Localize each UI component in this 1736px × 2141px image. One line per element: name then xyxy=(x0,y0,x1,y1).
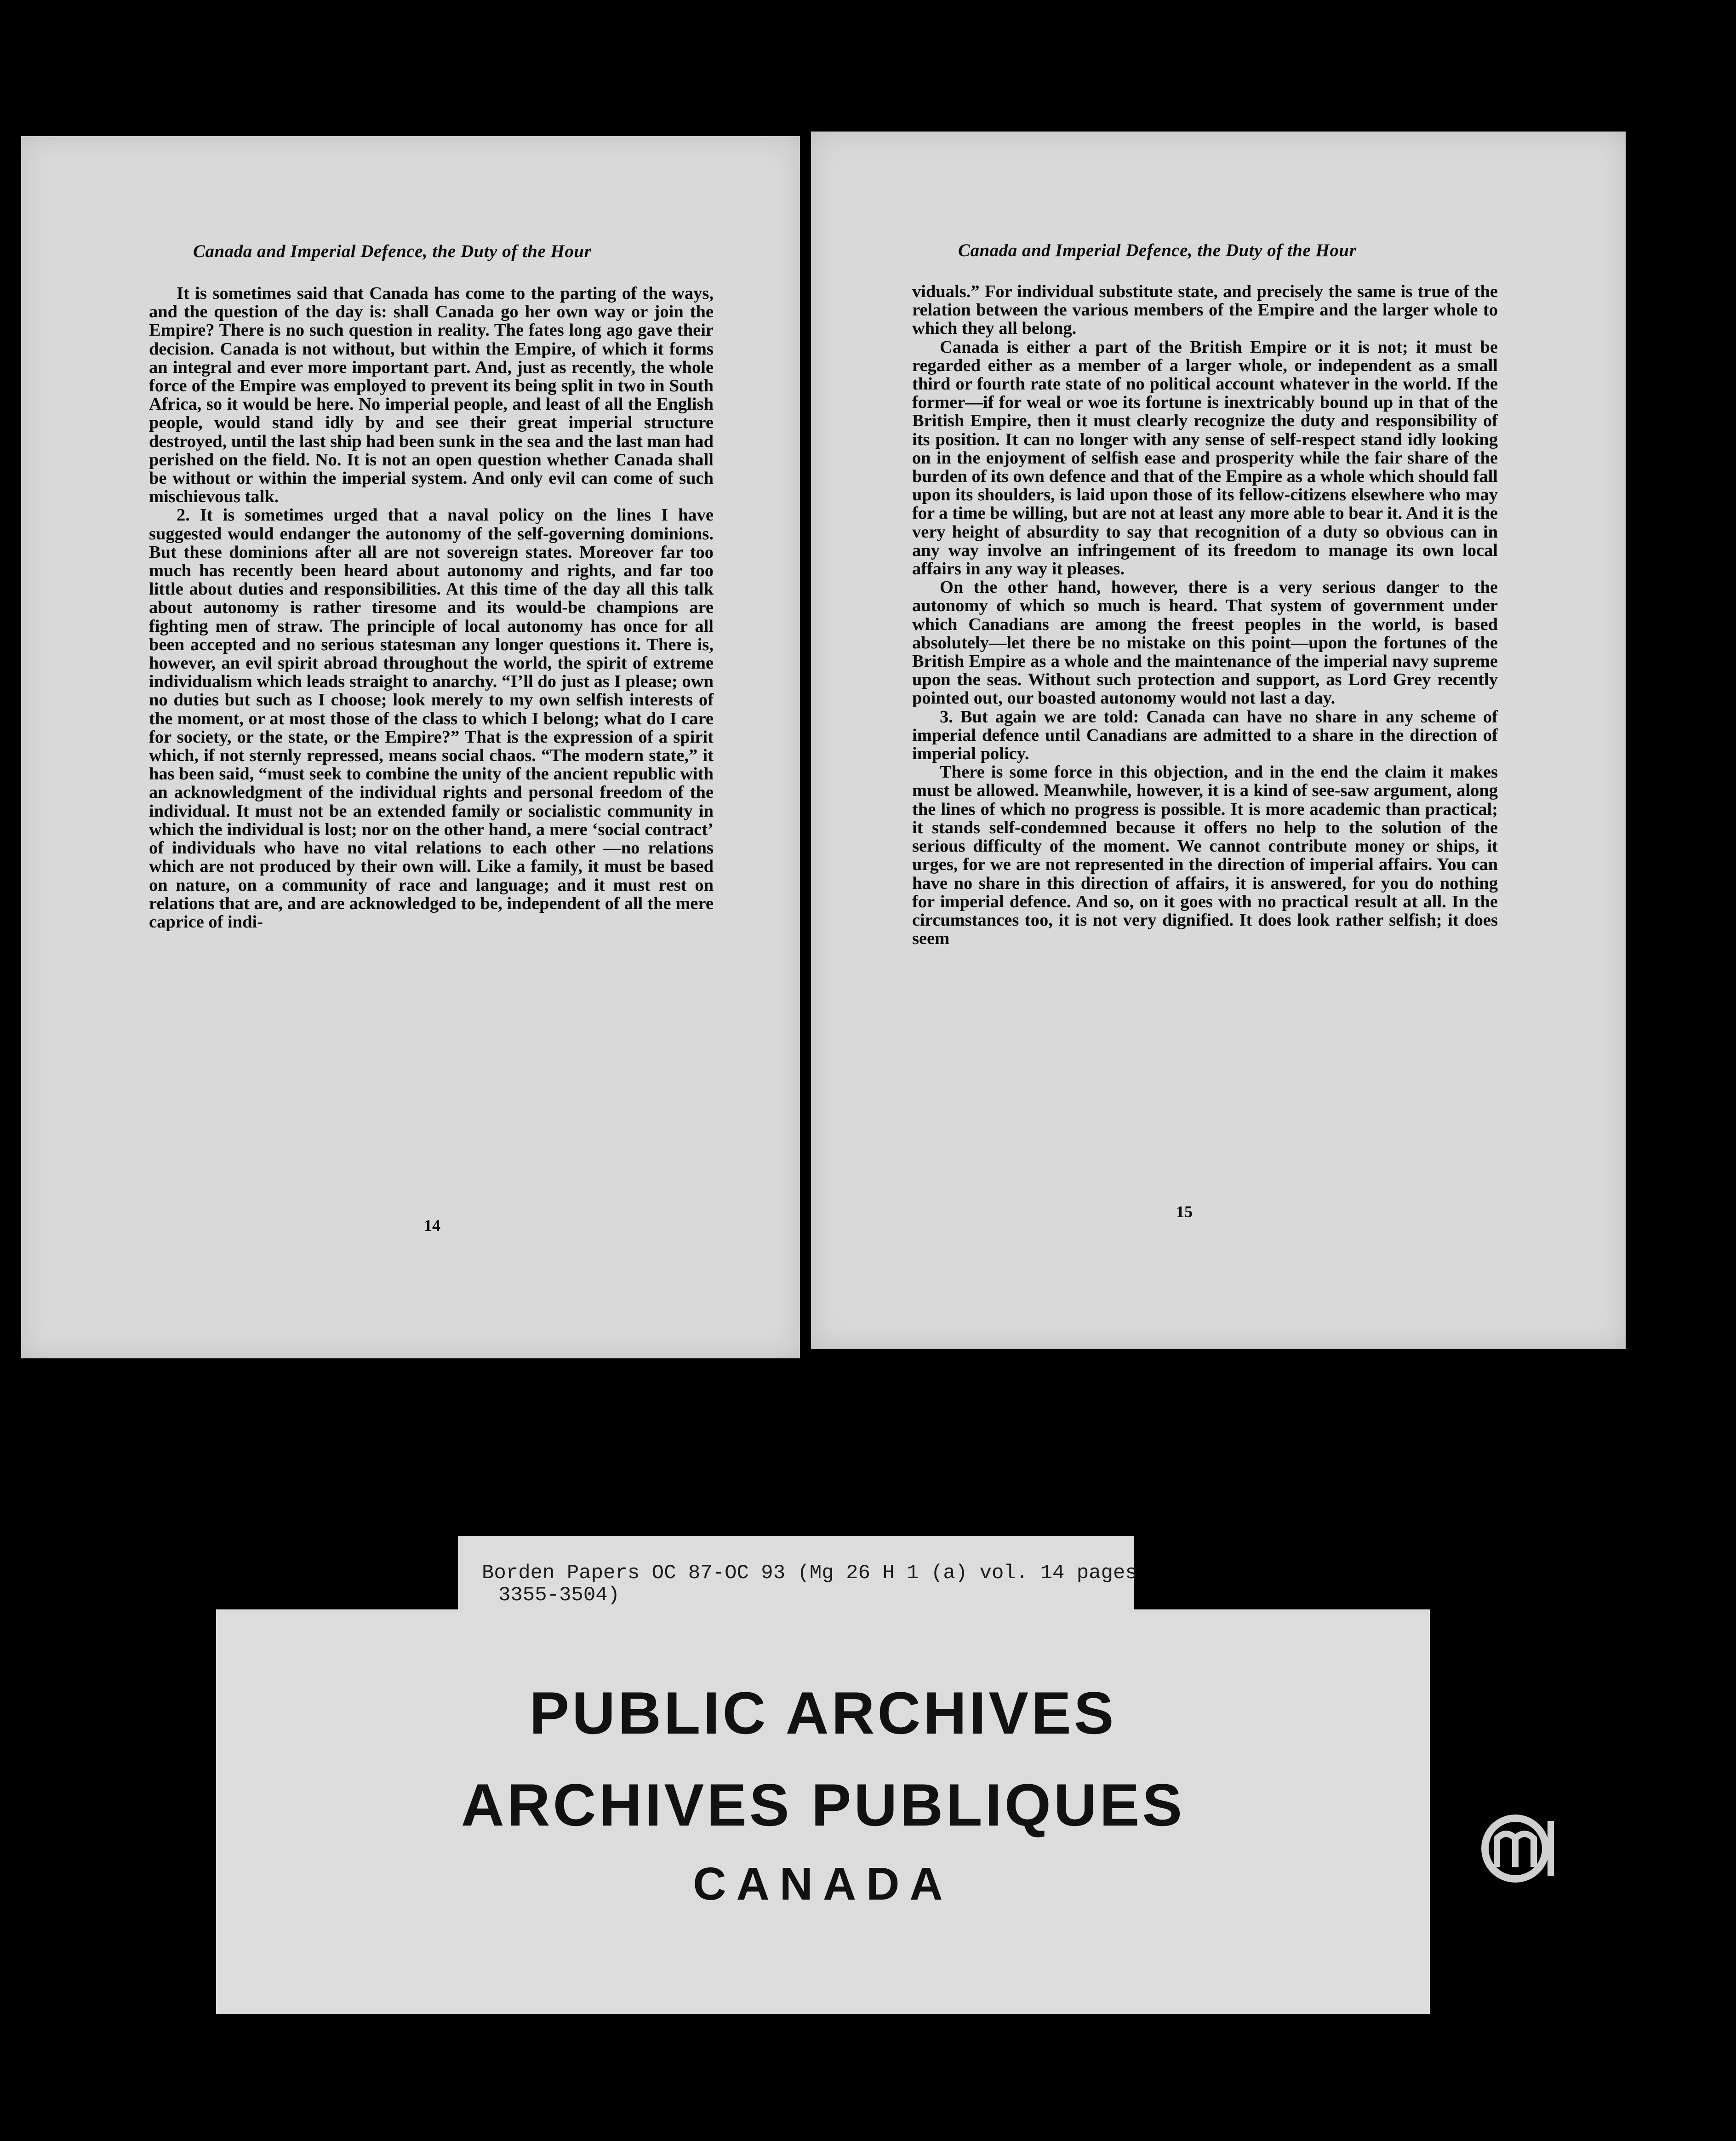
left-page-text xyxy=(149,284,714,931)
paragraph: There is some force in this objection, and in the end the claim it makes must be allowed. Meanwhile, however, it is a kind of see-saw argument, along the lines of which no progress is possible. It is more academic than practical; it stands self-condemned because it offers no help to the solution of the serious difficulty of the moment. We cannot contribute money or ships, it urges, for we are not represented in the direction of imperial affairs. You can have no share in this direction of affairs, it is answered, for you do nothing for imperial defence. And so, on it goes with no practical result at all. In the circumstances too, it is not very dignified. It does look rather selfish; it does seem xyxy=(912,762,1498,949)
running-head-right: Canada and Imperial Defence, the Duty of the Hour xyxy=(958,240,1357,260)
right-page xyxy=(811,132,1626,1349)
archives-title-en: PUBLIC ARCHIVES xyxy=(529,1679,1117,1746)
reference-line: 3355-3504) xyxy=(498,1584,620,1607)
archives-card xyxy=(216,1609,1430,2014)
right-page-text xyxy=(912,282,1498,948)
archives-country: CANADA xyxy=(693,1858,953,1910)
paragraph: Canada is either a part of the British Empire or it is not; it must be regarded either as a member of a larger whole, or independent as a small third or fourth rate state of no political account whatever in the world. If the former—if for weal or woe its fortune is inextricably bound up in that of the British Empire, then it must clearly recognize the duty and responsibility of its position. It can no longer with any sense of self-respect stand idly looking on in the enjoyment of selfish ease and prosperity while the fair share of the burden of its own defence and that of the Empire as a whole which should fall upon its shoulders, is laid upon those of its fellow-citizens elsewhere who may for a time be willing, but are not at least any more able to bear it. And it is the very height of absurdity to say that recognition of a duty so obvious can in any way involve an infringement of its freedom to manage its own local affairs in any way it pleases. xyxy=(912,337,1498,579)
reference-label xyxy=(458,1536,1137,1619)
paragraph: On the other hand, however, there is a very serious danger to the autonomy of which so much is heard. That system of government under which Canadians are among the freest peoples in the world, is based absolutely—let there be no mistake on this point—upon the fortunes of the British Empire as a whole and the maintenance of the imperial navy supreme upon the seas. Without such protection and support, as Lord Grey recently pointed out, our boasted autonomy would not last a day. xyxy=(912,578,1498,708)
page-number-right: 15 xyxy=(1176,1202,1193,1221)
microfilm-logo-icon xyxy=(1479,1803,1561,1895)
left-page xyxy=(21,136,800,1358)
paragraph: viduals.” For individual substitute state, and precisely the same is true of the relation between the various members of the Empire and the larger whole to which they all belong. xyxy=(912,282,1498,338)
running-head-left: Canada and Imperial Defence, the Duty of the Hour xyxy=(193,241,592,261)
page-number-left: 14 xyxy=(424,1216,440,1235)
paragraph: 3. But again we are told: Canada can have no share in any scheme of imperial defence until Canadians are admitted to a share in the direction of imperial policy. xyxy=(912,707,1498,764)
paragraph: 2. It is sometimes urged that a naval policy on the lines I have suggested would endanger the autonomy of the self-governing dominions. But these dominions after all are not sovereign states. Moreover far too much has recently been heard about autonomy and rights, and far too little about duties and responsibilities. At this time of the day all this talk about autonomy is rather tiresome and its would-be champions are fighting men of straw. The principle of local autonomy has once for all been accepted and no serious statesman any longer questions it. There is, however, an evil spirit abroad throughout the world, the spirit of extreme individualism which leads straight to anarchy. “I’ll do just as I please; own no duties but such as I choose; look merely to my own selfish interests of the moment, or at most those of the class to which I belong; what do I care for society, or the state, or the Empire?” That is the expression of a spirit which, if not sternly repressed, means social chaos. “The modern state,” it has been said, “must seek to combine the unity of the ancient republic with an acknowledgment of the individual rights and personal freedom of the individual. It must not be an extended family or socialistic community in which the individual is lost; nor on the other hand, a mere ‘social contract’ of individuals who have no vital relations to each other —no relations which are not produced by their own will. Like a family, it must be based on nature, on a community of race and language; and it must rest on relations that are, and are acknowledged to be, independent of all the mere caprice of indi- xyxy=(149,505,714,932)
archives-title-fr: ARCHIVES PUBLIQUES xyxy=(461,1771,1185,1838)
paragraph: It is sometimes said that Canada has come to the parting of the ways, and the question of the day is: shall Canada go her own way or join the Empire? There is no such question in reality. The fates long ago gave their decision. Canada is not without, but within the Empire, of which it forms an integral and ever more important part. And, just as recently, the whole force of the Empire was employed to prevent its being split in two in South Africa, so it would be here. No imperial people, and least of all the English people, would stand idly by and see their great imperial structure destroyed, until the last ship had been sunk in the sea and the last man had perished on the field. No. It is not an open question whether Canada shall be without or within the imperial system. And only evil can come of such mischievous talk. xyxy=(149,284,714,507)
reference-line: Borden Papers OC 87-OC 93 (Mg 26 H 1 (a) vol. 14 pages xyxy=(482,1562,1137,1585)
